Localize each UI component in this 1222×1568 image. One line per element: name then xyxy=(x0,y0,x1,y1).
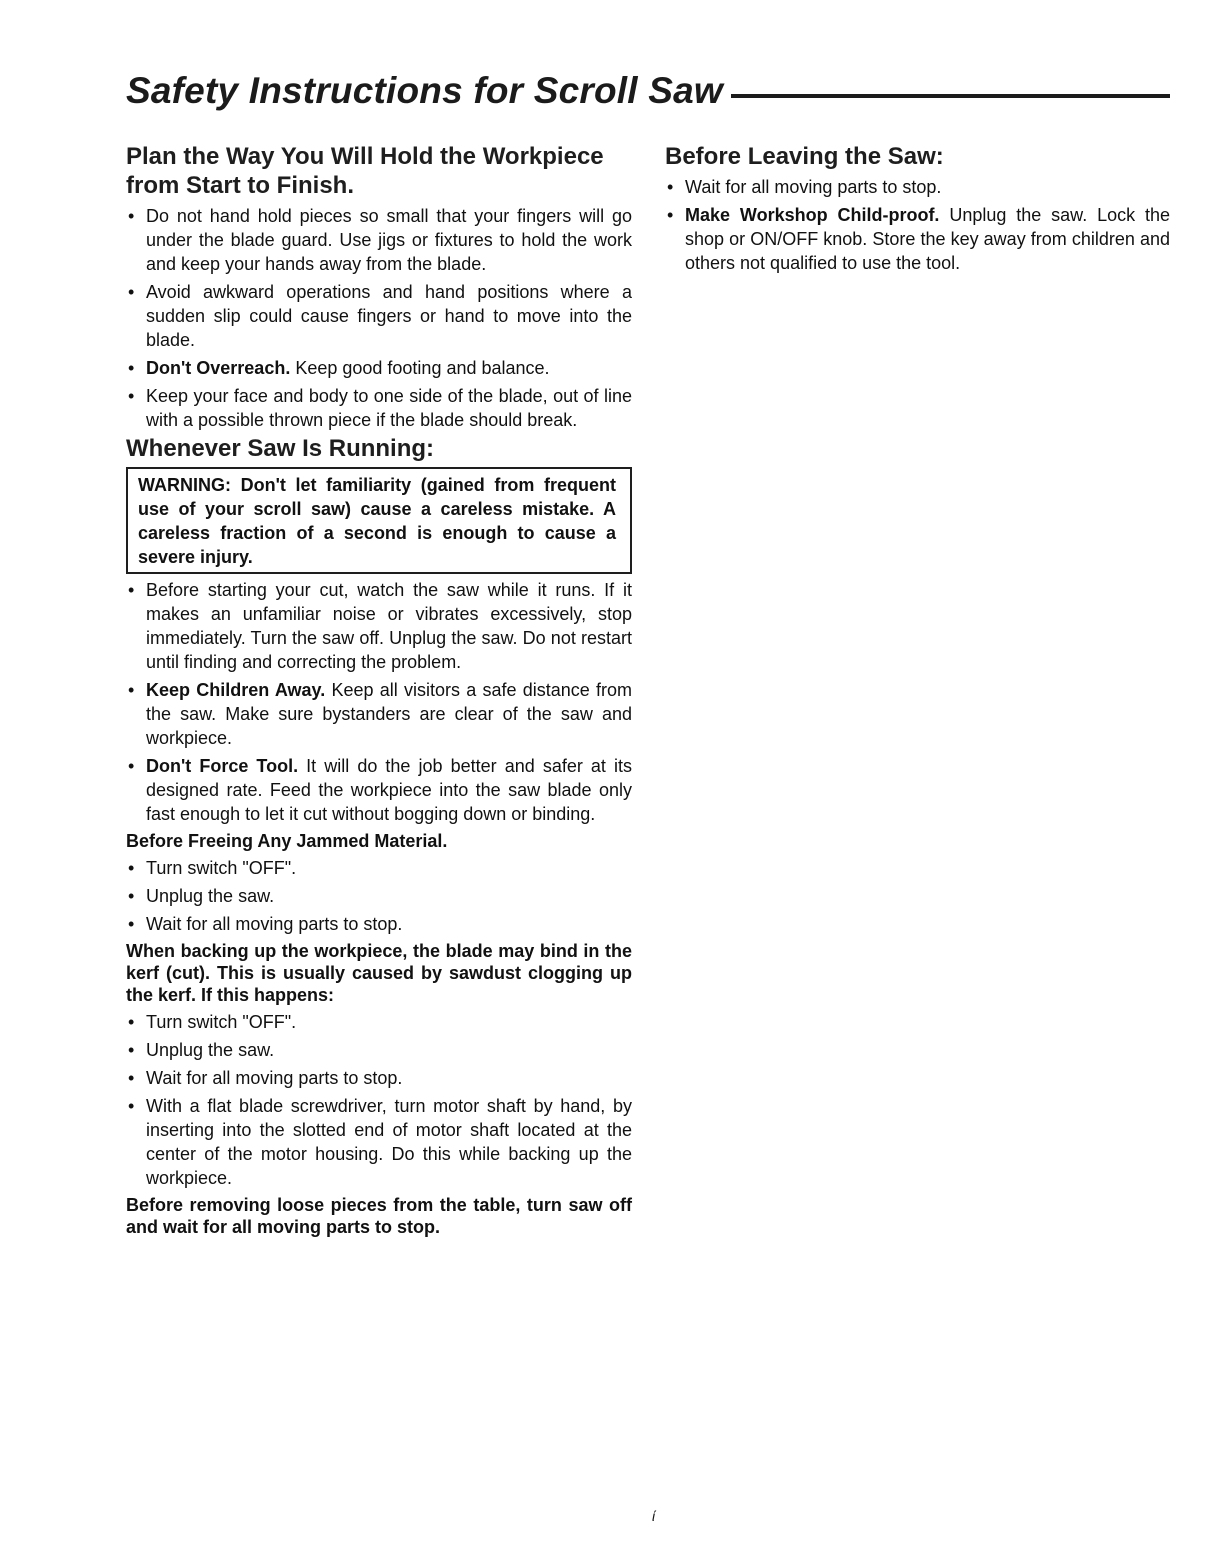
page-mark: ί xyxy=(652,1508,656,1524)
list-item xyxy=(126,754,632,826)
backing-list xyxy=(126,1010,632,1190)
item-text: Unplug the saw. xyxy=(146,1040,275,1060)
item-text: Wait for all moving parts to stop. xyxy=(685,177,942,197)
item-lead: Don't Force Tool. xyxy=(146,756,299,776)
running-heading: Whenever Saw Is Running: xyxy=(126,435,435,462)
item-text: It will do the job better and safer at its designed rate. Feed the workpiece into the saw blade only fast enough to let it cut without bogging down or binding. xyxy=(146,756,632,824)
list-item xyxy=(126,1010,632,1034)
list-item xyxy=(126,280,632,352)
backing-note: When backing up the workpiece, the blade may bind in the kerf (cut). This is usually caused by sawdust clogging up the kerf. If this happens: xyxy=(126,941,632,1005)
item-text: Keep good footing and balance. xyxy=(290,358,550,378)
list-item xyxy=(126,678,632,750)
list-item xyxy=(126,856,632,880)
list-item xyxy=(126,884,632,908)
item-text: Keep all visitors a safe distance from the saw. Make sure bystanders are clear of the saw and workpiece. xyxy=(146,680,633,748)
list-item xyxy=(126,1094,632,1190)
leaving-heading: Before Leaving the Saw: xyxy=(665,143,944,170)
item-text: Wait for all moving parts to stop. xyxy=(146,914,403,934)
final-note: Before removing loose pieces from the table, turn saw off and wait for all moving parts to stop. xyxy=(126,1195,632,1237)
hold-list xyxy=(126,204,632,432)
item-text: Wait for all moving parts to stop. xyxy=(146,1068,403,1088)
title-row xyxy=(126,70,1170,112)
item-lead: Don't Overreach. xyxy=(146,358,291,378)
jammed-heading: Before Freeing Any Jammed Material. xyxy=(126,831,448,851)
item-text: Avoid awkward operations and hand positions where a sudden slip could cause fingers or hand to move into the blade. xyxy=(146,282,632,350)
list-item xyxy=(126,1038,632,1062)
item-text: Unplug the saw. Lock the shop or ON/OFF knob. Store the key away from children and others not qualified to use the tool. xyxy=(685,205,1171,273)
running-list xyxy=(126,578,632,826)
right-column xyxy=(665,142,1170,275)
page-title: Safety Instructions for Scroll Saw xyxy=(126,70,723,111)
left-column xyxy=(126,142,632,1238)
item-text: Turn switch "OFF". xyxy=(146,1012,297,1032)
list-item xyxy=(126,384,632,432)
list-item xyxy=(665,175,1170,199)
list-item xyxy=(126,1066,632,1090)
hold-heading: Plan the Way You Will Hold the Workpiece from Start to Finish. xyxy=(126,143,604,199)
item-text: Do not hand hold pieces so small that your fingers will go under the blade guard. Use jigs or fixtures to hold the work and keep your hands away from the blade. xyxy=(146,206,632,274)
list-item xyxy=(126,578,632,674)
list-item xyxy=(665,203,1170,275)
list-item xyxy=(126,912,632,936)
item-lead: Make Workshop Child-proof. xyxy=(685,205,940,225)
list-item xyxy=(126,204,632,276)
title-rule xyxy=(731,94,1170,98)
item-text: Turn switch "OFF". xyxy=(146,858,297,878)
warning-box: WARNING: Don't let familiarity (gained from frequent use of your scroll saw) cause a careless mistake. A careless fraction of a second is enough to cause a severe injury. xyxy=(126,467,632,574)
item-text: With a flat blade screwdriver, turn motor shaft by hand, by inserting into the slotted end of motor shaft located at the center of the motor housing. Do this while backing up the workpiece. xyxy=(146,1096,632,1188)
item-text: Before starting your cut, watch the saw while it runs. If it makes an unfamiliar noise or vibrates excessively, stop immediately. Turn the saw off. Unplug the saw. Do not restart until finding and correcting the problem. xyxy=(146,580,632,672)
jammed-list xyxy=(126,856,632,936)
leaving-list xyxy=(665,175,1170,275)
list-item xyxy=(126,356,632,380)
item-lead: Keep Children Away. xyxy=(146,680,326,700)
item-text: Keep your face and body to one side of the blade, out of line with a possible thrown piece if the blade should break. xyxy=(146,386,632,430)
item-text: Unplug the saw. xyxy=(146,886,275,906)
